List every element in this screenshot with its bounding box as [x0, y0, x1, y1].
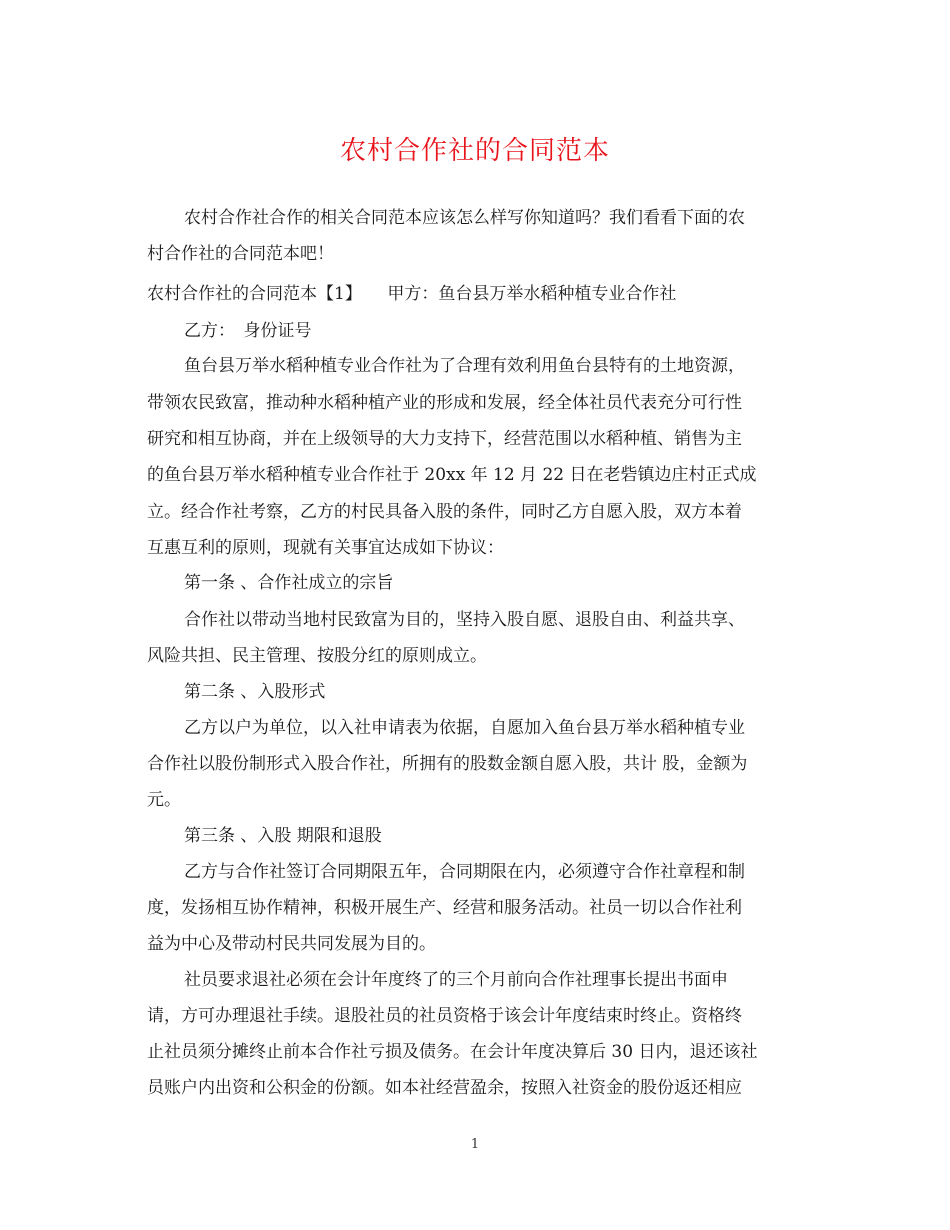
paragraph-line: 立。经合作社考察，乙方的村民具备入股的条件，同时乙方自愿入股，双方本着 — [147, 502, 742, 522]
paragraph-line: 乙方以户为单位，以入社申请表为依据，自愿加入鱼台县万举水稻种植专业 — [184, 718, 745, 738]
section-heading: 第一条 、合作社成立的宗旨 — [184, 573, 394, 593]
page-number: 1 — [470, 1137, 480, 1152]
section-heading: 第二条 、入股形式 — [184, 682, 326, 702]
paragraph-line: 合作社以带动当地村民致富为目的，坚持入股自愿、退股自由、利益共享、 — [184, 610, 745, 630]
paragraph-line: 止社员须分摊终止前本合作社亏损及债务。在会计年度决算后 30 日内，退还该社 — [147, 1042, 758, 1062]
paragraph-line: 风险共担、民主管理、按股分红的原则成立。 — [147, 646, 487, 666]
paragraph-line: 的鱼台县万举水稻种植专业合作社于 20xx 年 12 月 22 日在老砦镇边庄村正式成 — [147, 465, 757, 485]
paragraph-line: 互惠互利的原则，现就有关事宜达成如下协议： — [147, 538, 504, 558]
document-title: 农村合作社的合同范本 — [339, 136, 610, 166]
section-heading: 第三条 、入股 期限和退股 — [184, 826, 382, 846]
paragraph-line: 乙方： 身份证号 — [184, 321, 312, 341]
paragraph-line: 鱼台县万举水稻种植专业合作社为了合理有效利用鱼台县特有的土地资源， — [184, 356, 745, 376]
paragraph-line: 研究和相互协商，并在上级领导的大力支持下，经营范围以水稻种植、销售为主 — [147, 429, 742, 449]
paragraph-line: 合作社以股份制形式入股合作社，所拥有的股数金额自愿入股，共计 股，金额为 — [147, 754, 748, 774]
paragraph-line: 村合作社的合同范本吧！ — [147, 244, 334, 264]
paragraph-line: 度，发扬相互协作精神，积极开展生产、经营和服务活动。社员一切以合作社利 — [147, 898, 742, 918]
paragraph-line: 农村合作社的合同范本【1】 甲方：鱼台县万举水稻种植专业合作社 — [147, 284, 677, 304]
paragraph-line: 请，方可办理退社手续。退股社员的社员资格于该会计年度结束时终止。资格终 — [147, 1006, 742, 1026]
paragraph-line: 乙方与合作社签订合同期限五年，合同期限在内，必须遵守合作社章程和制 — [184, 862, 745, 882]
paragraph-line: 员账户内出资和公积金的份额。如本社经营盈余，按照入社资金的股份返还相应 — [147, 1078, 742, 1098]
paragraph-line: 元。 — [147, 790, 181, 810]
paragraph-line: 社员要求退社必须在会计年度终了的三个月前向合作社理事长提出书面申 — [184, 970, 728, 990]
paragraph-line: 带领农民致富，推动种水稻种植产业的形成和发展，经全体社员代表充分可行性 — [147, 393, 742, 413]
paragraph-line: 农村合作社合作的相关合同范本应该怎么样写你知道吗？我们看看下面的农 — [184, 208, 745, 228]
paragraph-line: 益为中心及带动村民共同发展为目的。 — [147, 934, 436, 954]
